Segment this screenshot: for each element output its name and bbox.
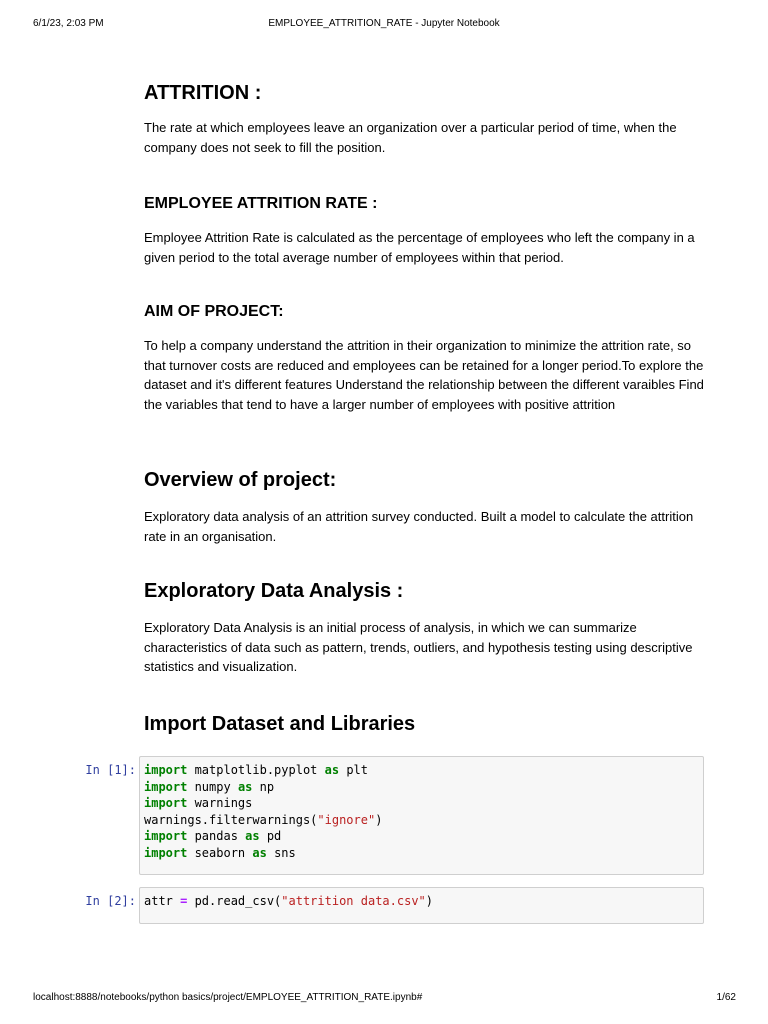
code-token: seaborn — [187, 845, 253, 860]
code-line — [144, 893, 699, 910]
code-input[interactable] — [139, 756, 704, 875]
section-text: Exploratory data analysis of an attrition survey conducted. Built a model to calculate the attrition rate in an organisation. — [144, 509, 694, 544]
code-token: numpy — [187, 779, 238, 794]
section-employee-attrition-rate — [144, 195, 704, 267]
code-token: as — [237, 779, 253, 794]
code-token: as — [245, 829, 260, 843]
code-token: ) — [425, 894, 434, 908]
section-eda — [144, 580, 704, 677]
code-token: plt — [339, 763, 368, 777]
cell-prompt: In [1]: — [85, 763, 136, 777]
code-token: pd — [259, 829, 282, 843]
code-token: = — [180, 894, 188, 908]
code-token: import — [144, 763, 188, 777]
code-token: import — [144, 845, 188, 860]
code-token: pd.read_csv( — [187, 894, 282, 908]
code-token: import — [144, 779, 188, 794]
code-line — [144, 845, 699, 862]
section-aim-of-project — [144, 303, 704, 414]
section-import — [144, 713, 704, 736]
section-attrition — [144, 82, 704, 157]
code-token: "ignore" — [317, 812, 376, 827]
code-token: matplotlib.pyplot — [187, 763, 325, 777]
code-token: "attrition data.csv" — [281, 894, 426, 908]
print-datetime: 6/1/23, 2:03 PM — [33, 18, 104, 29]
print-url: localhost:8888/notebooks/python basics/project/EMPLOYEE_ATTRITION_RATE.ipynb# — [33, 992, 423, 1003]
code-line — [144, 795, 699, 812]
code-input[interactable] — [139, 887, 704, 924]
code-token: np — [252, 779, 275, 794]
section-heading: ATTRITION : — [144, 82, 262, 104]
print-page-number: 1/62 — [716, 992, 736, 1003]
code-line — [144, 812, 699, 829]
section-text: Exploratory Data Analysis is an initial process of analysis, in which we can summarize characteristics of data such as pattern, trends, outliers, and hypothesis testing using descriptive statistics and visualization. — [144, 620, 693, 674]
section-text: To help a company understand the attrition in their organization to minimize the attrition rate, so that turnover costs are reduced and employees can be retained for a longer period.To explore the dataset and it's different features Understand the relationship between the different varaibles Find the variables that tend to have a larger number of employees with positive attrition — [144, 338, 704, 412]
code-line — [144, 762, 699, 779]
section-heading: AIM OF PROJECT: — [144, 303, 284, 320]
code-cell-1[interactable] — [80, 756, 704, 876]
code-token: import — [144, 829, 188, 843]
code-token: ) — [375, 812, 383, 827]
code-line — [144, 828, 699, 845]
code-cell-2[interactable] — [80, 887, 704, 925]
code-token: attr — [144, 894, 181, 908]
section-overview — [144, 469, 704, 546]
print-page-title: EMPLOYEE_ATTRITION_RATE - Jupyter Notebook — [268, 18, 500, 29]
cell-prompt: In [2]: — [85, 894, 136, 908]
code-token: sns — [266, 845, 296, 860]
code-line — [144, 779, 699, 796]
section-heading: Exploratory Data Analysis : — [144, 580, 404, 602]
section-heading: Overview of project: — [144, 469, 337, 491]
code-token: as — [324, 763, 340, 777]
code-token: warnings.filterwarnings( — [144, 812, 318, 827]
code-token: import — [144, 796, 188, 810]
section-text: Employee Attrition Rate is calculated as the percentage of employees who left the company in a given period to the total average number of employees within that period. — [144, 230, 695, 265]
code-token: as — [252, 845, 267, 860]
code-token: warnings — [187, 796, 253, 810]
section-heading: Import Dataset and Libraries — [144, 713, 416, 735]
section-heading: EMPLOYEE ATTRITION RATE : — [144, 195, 378, 212]
section-text: The rate at which employees leave an organization over a particular period of time, when the company does not seek to fill the position. — [144, 120, 677, 155]
code-token: pandas — [187, 829, 246, 843]
